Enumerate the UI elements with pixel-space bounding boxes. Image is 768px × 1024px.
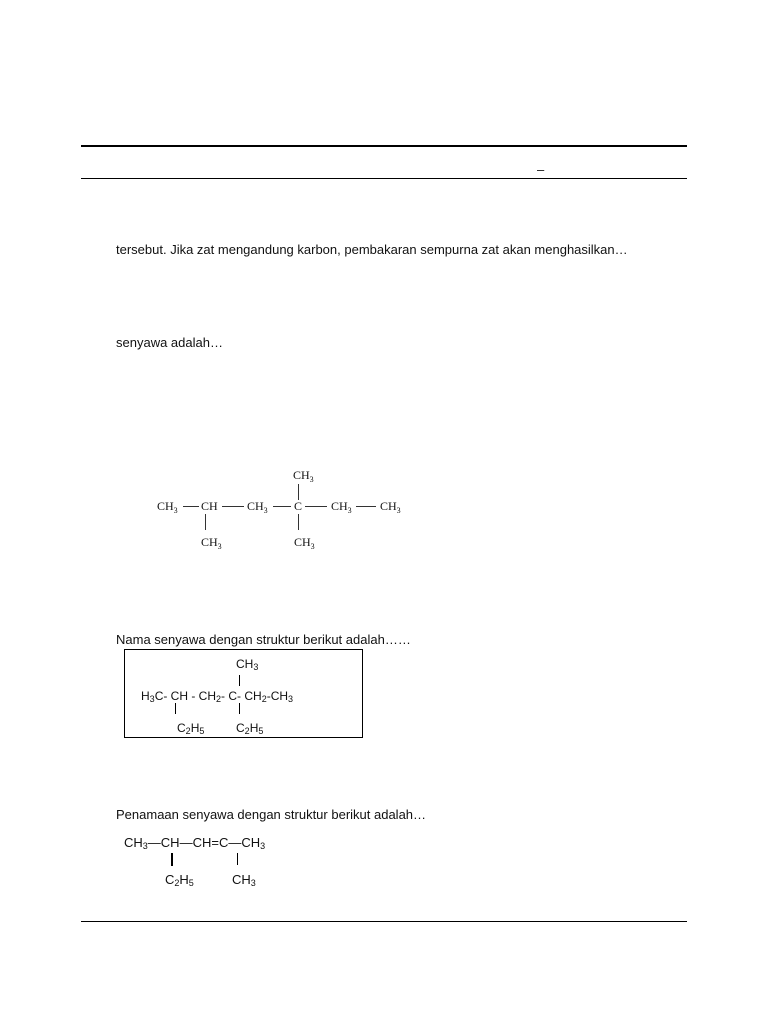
question-4-text: Nama senyawa dengan struktur berikut adalah…… bbox=[116, 632, 411, 647]
structure-1-bond-1 bbox=[183, 506, 199, 507]
structure-1-branch-1: $CH_3$ bbox=[201, 535, 222, 551]
structure-1-top-group: $CH_3$ bbox=[293, 468, 314, 484]
structure-2-branch-2: C2H5 bbox=[236, 721, 264, 736]
structure-1-branch-bond-1 bbox=[205, 514, 206, 530]
header-top-rule bbox=[81, 145, 687, 147]
footer-rule bbox=[81, 921, 687, 922]
structure-2-main-chain: H3C- CH - CH2- C- CH2-CH3 bbox=[141, 689, 294, 704]
structure-1-chain-6: $CH_3$ bbox=[380, 499, 401, 515]
structure-1-chain-2: CH bbox=[201, 499, 218, 513]
structure-1-chain-4: C bbox=[294, 499, 303, 513]
structure-1-bond-3 bbox=[273, 506, 291, 507]
question-1-text: tersebut. Jika zat mengandung karbon, pembakaran sempurna zat akan menghasilkan… bbox=[116, 242, 628, 257]
structure-1-bond-5 bbox=[356, 506, 376, 507]
structure-1-bond-2 bbox=[222, 506, 244, 507]
structure-1-branch-2: $CH_3$ bbox=[294, 535, 315, 551]
question-5-text: Penamaan senyawa dengan struktur berikut adalah… bbox=[116, 807, 427, 822]
header-bottom-rule bbox=[81, 178, 687, 179]
structure-2-top-group: CH3 bbox=[236, 657, 259, 672]
question-2-text: senyawa adalah… bbox=[116, 335, 223, 350]
structure-3-branch-1: C2H5 bbox=[165, 872, 194, 888]
structure-3-branch-2: CH3 bbox=[232, 872, 256, 888]
structure-2-branch-bond-1 bbox=[175, 703, 176, 714]
structure-1-bond-4 bbox=[305, 506, 327, 507]
structure-3-main-chain: CH3—CH—CH=C—CH3 bbox=[124, 835, 266, 851]
structure-3-branch-bond-1 bbox=[171, 853, 173, 866]
structure-1-chain-1: $CH_3$ bbox=[157, 499, 178, 515]
structure-2-top-bond bbox=[239, 675, 240, 686]
structure-1-branch-bond-2 bbox=[298, 514, 299, 530]
structure-1-top-bond bbox=[298, 484, 299, 500]
structure-3-branch-bond-2 bbox=[237, 853, 238, 865]
header-dash: – bbox=[537, 162, 545, 177]
structure-1-chain-3: $CH_3$ bbox=[247, 499, 268, 515]
structure-2-branch-bond-2 bbox=[239, 703, 240, 714]
structure-2-branch-1: C2H5 bbox=[177, 721, 205, 736]
structure-1-chain-5: $CH_3$ bbox=[331, 499, 352, 515]
